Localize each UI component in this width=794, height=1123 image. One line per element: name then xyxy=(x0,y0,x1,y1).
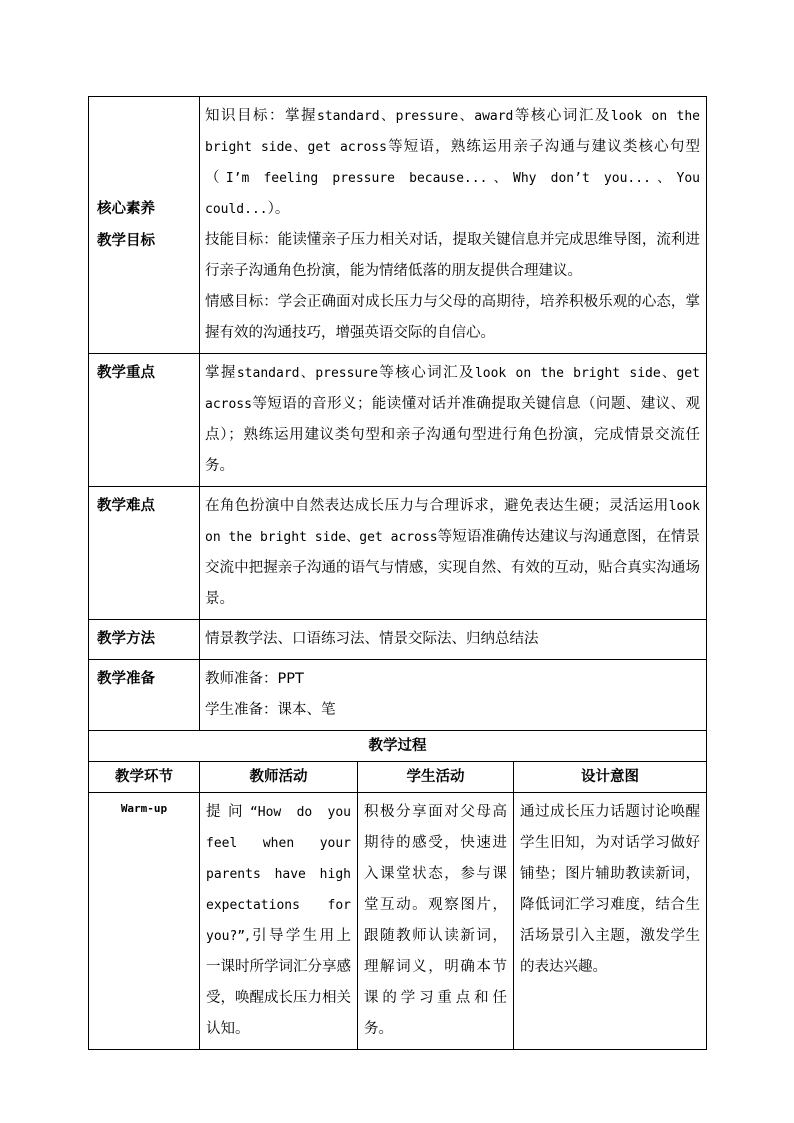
warmup-teacher-text-a: 提问 xyxy=(206,804,250,820)
knowledge-text-e: 等短语，熟练运用亲子沟通与建议类核心句型（ xyxy=(205,139,700,186)
knowledge-text-c: 等核心词汇及 xyxy=(513,108,611,124)
header-teacher-activity: 教师活动 xyxy=(200,762,358,793)
key-points-text xyxy=(205,358,700,482)
process-header-row xyxy=(89,762,707,793)
goals-content xyxy=(200,97,707,354)
warmup-student-activity: 积极分享面对父母高期待的感受，快速进入课堂状态，参与课堂互动。观察图片，跟随教师认读新词，理解词义，明确本节课的学习重点和任务。 xyxy=(358,793,514,1050)
difficulties-label: 教学难点 xyxy=(89,487,200,620)
methods-row xyxy=(89,620,707,660)
preparation-row xyxy=(89,660,707,731)
goals-label-line2: 教学目标 xyxy=(97,233,155,249)
difficulties-text xyxy=(205,491,700,615)
student-preparation: 学生准备：课本、笔 xyxy=(205,702,336,718)
skill-goal: 技能目标：能读懂亲子压力相关对话，提取关键信息并完成思维导图，流利进行亲子沟通角色扮演，能为情绪低落的朋友提供合理建议。 xyxy=(205,232,700,279)
methods-content: 情景教学法、口语练习法、情景交际法、归纳总结法 xyxy=(200,620,707,660)
header-phase: 教学环节 xyxy=(89,762,200,793)
preparation-content xyxy=(200,660,707,731)
warmup-teacher-text xyxy=(206,797,351,1045)
warmup-phase: Warm-up xyxy=(89,793,200,1050)
preparation-label: 教学准备 xyxy=(89,660,200,731)
warmup-teacher-text-c: ,引导学生用上一课时所学词汇分享感受，唤醒成长压力相关认知。 xyxy=(206,928,351,1037)
knowledge-phrases: look on the bright side、get across xyxy=(205,109,701,155)
goals-label xyxy=(89,97,200,354)
key-points-content xyxy=(200,354,707,487)
key-points-words: standard、pressure xyxy=(236,366,378,381)
warmup-row xyxy=(89,793,707,1050)
difficulties-phrases: look on the bright side、get across xyxy=(205,499,700,545)
difficulties-text-a: 在角色扮演中自然表达成长压力与合理诉求，避免表达生硬；灵活运用 xyxy=(205,498,669,514)
header-design-intent: 设计意图 xyxy=(514,762,707,793)
methods-label: 教学方法 xyxy=(89,620,200,660)
lesson-plan-table xyxy=(88,96,707,1050)
difficulties-text-c: 等短语准确传达建议与沟通意图，在情景交流中把握亲子沟通的语气与情感，实现自然、有效的互动，贴合真实沟通场景。 xyxy=(205,529,700,607)
lesson-plan-page xyxy=(88,96,706,1050)
key-points-text-c: 等核心词汇及 xyxy=(377,365,475,381)
knowledge-sentences: I’m feeling pressure because...、Why don’t you...、You could... xyxy=(205,171,701,217)
header-student-activity: 学生活动 xyxy=(358,762,514,793)
difficulties-content xyxy=(200,487,707,620)
knowledge-text-g: ）。 xyxy=(267,201,290,217)
key-points-text-e: 等短语的音形义；能读懂对话并准确提取关键信息（问题、建议、观点）；熟练运用建议类句型和亲子沟通句型进行角色扮演，完成情景交流任务。 xyxy=(205,396,700,474)
teacher-preparation: 教师准备：PPT xyxy=(205,671,304,687)
warmup-question: “How do you feel when your parents have high expectations for you?” xyxy=(206,805,351,944)
key-points-row xyxy=(89,354,707,487)
difficulties-row xyxy=(89,487,707,620)
warmup-teacher-activity xyxy=(200,793,358,1050)
key-points-text-a: 掌握 xyxy=(205,365,237,381)
knowledge-goal xyxy=(205,101,700,225)
emotion-goal: 情感目标：学会正确面对成长压力与父母的高期待，培养积极乐观的心态，掌握有效的沟通技巧，增强英语交际的自信心。 xyxy=(205,294,700,341)
knowledge-words: standard、pressure、award xyxy=(317,109,514,124)
warmup-design-intent: 通过成长压力话题讨论唤醒学生旧知，为对话学习做好铺垫；图片辅助教读新词，降低词汇学习难度，结合生活场景引入主题，激发学生的表达兴趣。 xyxy=(514,793,707,1050)
key-points-phrases: look on the bright side、get across xyxy=(205,366,701,412)
knowledge-text-a: 知识目标：掌握 xyxy=(205,108,318,124)
goals-row xyxy=(89,97,707,354)
key-points-label: 教学重点 xyxy=(89,354,200,487)
goals-label-line1: 核心素养 xyxy=(97,201,155,217)
process-title-row xyxy=(89,731,707,762)
process-title: 教学过程 xyxy=(89,731,707,762)
